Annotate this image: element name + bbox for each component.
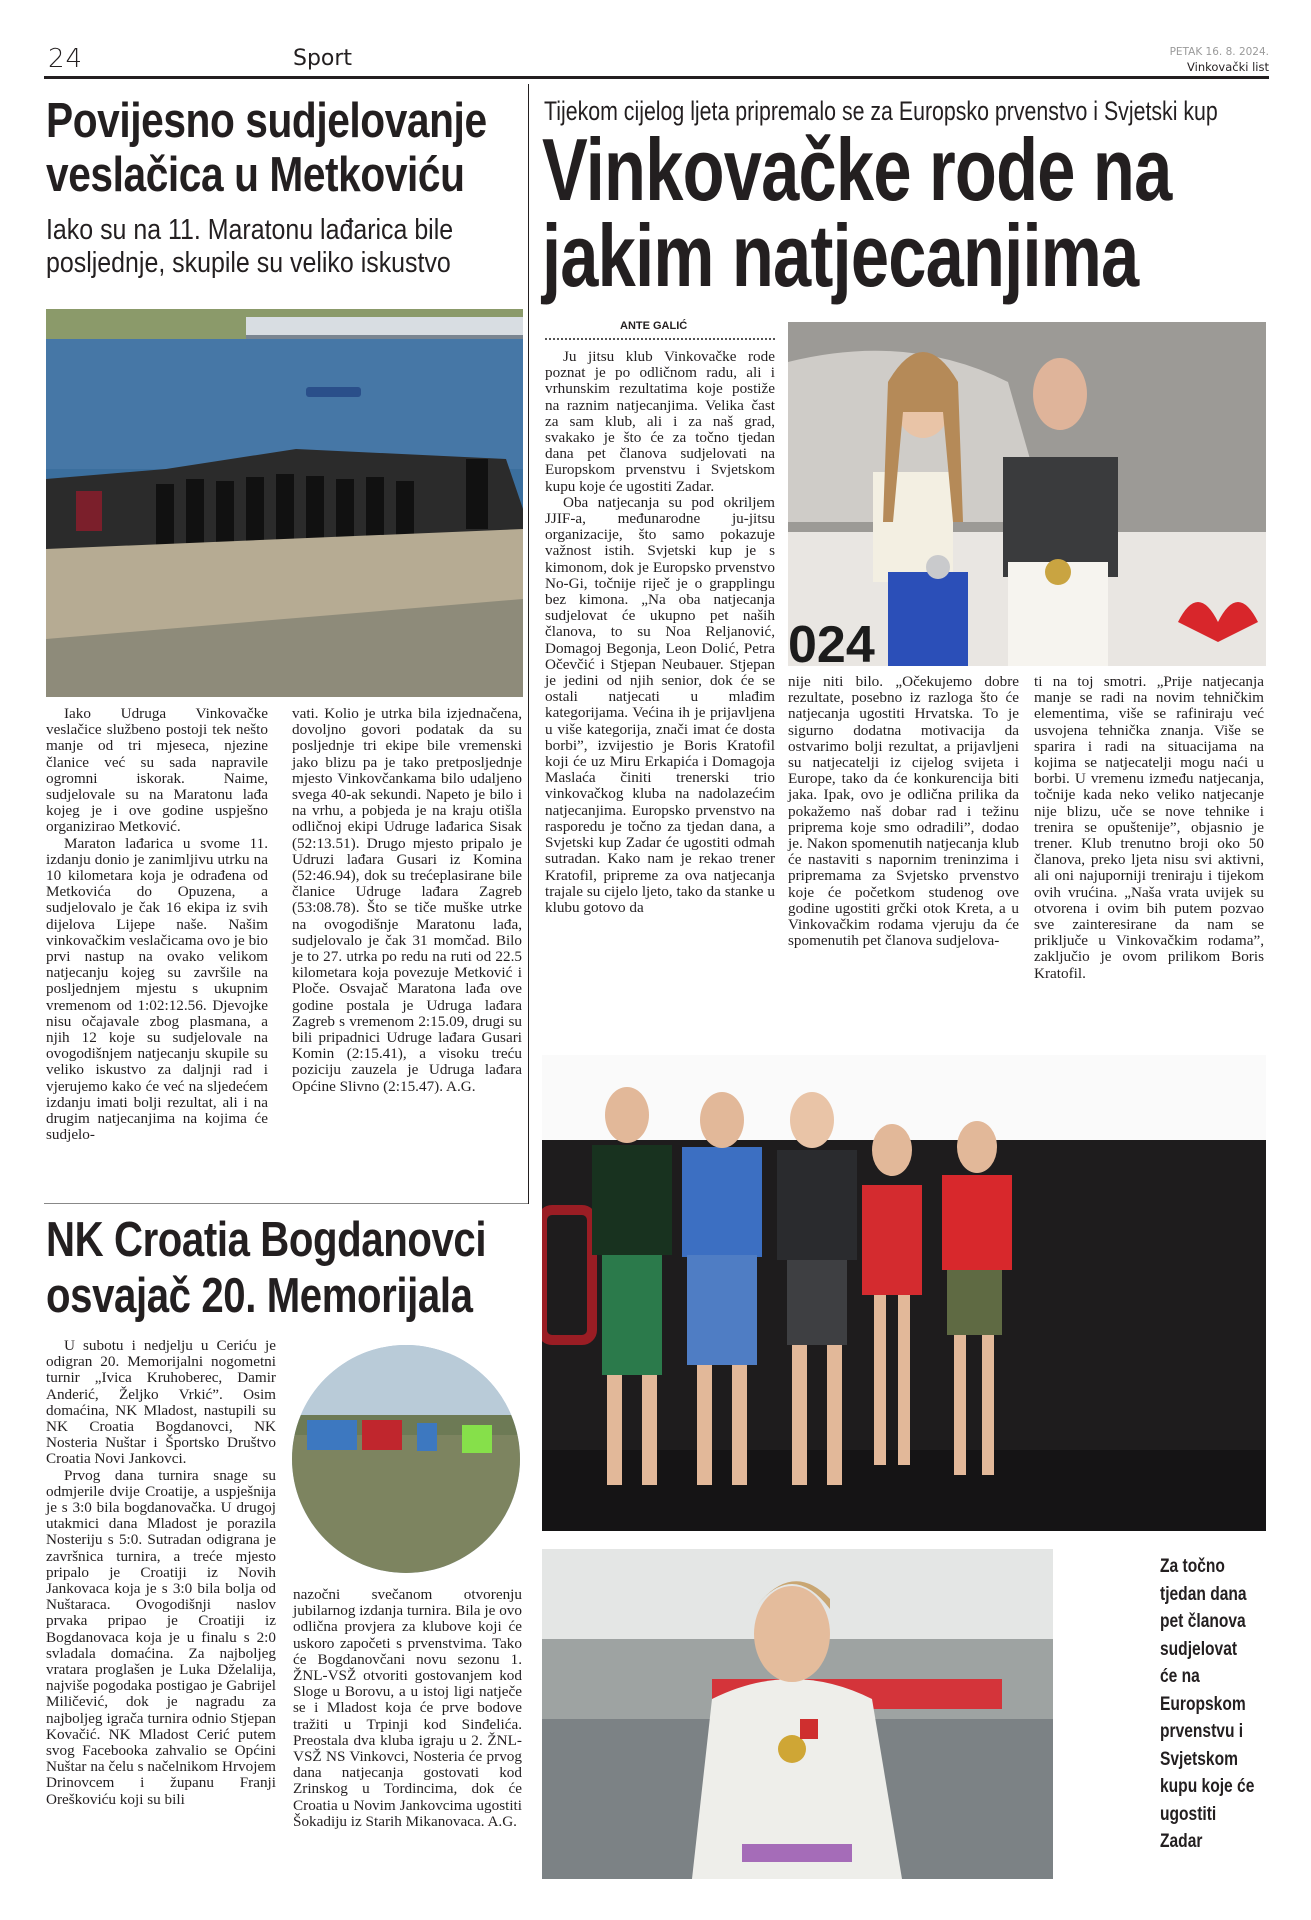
article-subtitle: Iako su na 11. Maratonu lađarica bile posljednje, skupile su veliko iskustvo [46, 214, 454, 279]
article-title: Vinkovačke rode na jakim natjecanjima [542, 120, 1172, 305]
rowing-team-photo [46, 309, 523, 697]
football-column-1: U subotu i nedjelju u Ceriću je odigran 20. Memorijalni nogometni turnir „Ivica Kruhoberec, Damir Anderić, Željko Vrkić”. Osim domaćina, NK Mladost, nastupili su NK Croatia Bogdanovci, NK Nosteria Nuštar i Športsko Društvo Croatia Novi Jankovci. Prvog dana turnira snage su odmjerile dvije Croatije, a uspješnija je s 3:0 bila bogdanovačka. U drugoj utakmici dana Mladost je porazila Nosteriju s 5:0. Sutradan odigrana je završnica turnira, a treće mjesto pripalo je Croatiji iz Novih Jankovaca koja je s 3:0 bila bolja od Nuštaraca. Ovogodišnji naslov prvaka pripao je Croatiji iz Bogdanovaca koja je u finalu s 2:0 svladala domaćina. Za najboljeg vratara proglašen je Luka Dželalija, najviše pogodaka postigao je Gabrijel Miličević, dok je nagradu za najboljeg igrača turnira odnio Stjepan Kovačić. NK Mladost Cerić putem svog Facebooka zahvalio se Općini Nuštar na čelu s načelnikom Hrvojem Drinovcem i županu Franji Oreškoviću koji su bili [46, 1337, 276, 1808]
byline-rule [545, 338, 775, 340]
football-column-2: nazočni svečanom otvorenju jubilarnog izdanja turnira. Bila je ovo odlična provjera za klubove koji će uskoro započeti s prvenstvima. Tako će Bogdanovčani novu sezonu 1. ŽNL-VSŽ otvoriti gostovanjem kod Sloge u Borovu, a u istoj ligi natječe se i Mladost koja će prve bodove tražiti u Trpinji kod Sinđelića. Preostala dva kluba igraju u 2. ŽNL-VSŽ NS Vinkovci, Nosteria će prvog dana natjecanja gostovati kod Zrinskog u Tordincima, dok će Croatia u Novim Jankovcima ugostiti Šokadiju iz Starih Mikanovaca. A.G. [293, 1586, 522, 1830]
medalist-kimono-photo-icon [542, 1549, 1053, 1879]
team-members-photo [542, 1055, 1266, 1531]
column-divider [528, 84, 529, 1204]
svg-text:024: 024 [788, 616, 875, 666]
issue-date: PETAK 16. 8. 2024. [1169, 46, 1269, 58]
byline: ANTE GALIĆ [620, 320, 688, 332]
jujitsu-column-3: ti na toj smotri. „Prije natjecanja manje se radi na novim tehničkim elementima, više se rafiniraju već usvojena tehnička znanja. Više se sparira i radi na situacijama na kojima se natjecatelji mogu naći u borbi. U vremenu između natjecanja, točnije kada neko veliko natjecanje nije blizu, uče se nove tehnike i trenira se opuštenije”, objasnio je trener. Klub trenutno broji oko 50 članova, preko ljeta nisu svi aktivni, ali oni najuporniji treniraju i tijekom ovih vrućina. „Naša vrata uvijek su otvorena i ovim bih putem pozvao sve zainteresirane da nam se priključe u Vinkovačkim rodama”, zaključio je ovom prilikom Boris Kratofil. [1034, 673, 1264, 982]
medal-girls-photo [788, 322, 1266, 666]
jujitsu-column-1: Ju jitsu klub Vinkovačke rode poznat je po odličnom radu, ali i vrhunskim rezultatima koje postiže na raznim natjecanjima. Velika čast za sam klub, ali i za naš grad, svakako je što će za točno tjedan dana pet članova sudjelovati na Europskom prvenstvu i Svjetskom kupu koje će ugostiti Zadar. Oba natjecanja su pod okriljem JJIF-a, međunarodne ju-jitsu organizacije, što samo pokazuje važnost istih. Svjetski kup je s kimonom, dok je Europsko prvenstvo No-Gi, točnije riječ je o grapplingu bez kimona. „Na oba natjecanja sudjelovat će ukupno pet naših članova, to su Noa Reljanović, Domagoj Begonja, Leon Dolić, Petra Očevčić i Stjepan Neubauer. Stjepan je jedini od njih senior, dok će se ostali natjecati u mlađim kategorijama. Većina ih je prijavljena u više kategorija, znači imat će dosta borbi”, izvijestio je Boris Kratofil koji će uz Miru Erkapića i Domagoja Maslaća činiti trenerski trio vinkovačkog kluba na nadolazećim natjecanjima. Europsko prvenstvo na rasporedu je točno za tjedan dana, a Svjetski kup Zadar će ugostiti odmah sutradan. Kako nam je rekao trener Kratofil, pripreme za ova natjecanja trajale su cijelo ljeto, tako da stanke u klubu gotovo da [545, 348, 775, 916]
rowing-column-2: vati. Kolio je utrka bila izjednačena, dovoljno govori podatak da su posljednje tri ekipe bile vremenski jako blizu pa je tako pretposljednje mjesto Vinkovčankama bilo udaljeno svega 40-ak sekundi. Napeto je bilo i na vrhu, a pobjeda je na kraju otišla odličnoj ekipi Udruge lađarica Sisak (52:13.51). Drugo mjesto pripalo je Udruzi lađara Gusari iz Komina (52:46.94), dok su trećeplasirane bile članice Udruge lađara Zagreb (53:08.78). Što se tiče muške utrke na ovogodišnje Maratonu lađa, sudjelovalo je čak 31 momčad. Bilo je to 27. utrka po redu na ruti od 22.5 kilometara koja povezuje Metković i Ploče. Osvajač Maratona lađa ove godine postala je Udruga lađara Zagreb s vremenom 2:15.09, drugi su bili pripadnici Udruge lađara Gusari Komin (2:15.41), a visoku treću poziciju zauzela je Udruga lađara Općine Slivno (2:15.47). A.G. [292, 705, 522, 1095]
medalists-photo-icon [788, 322, 1266, 666]
football-teams-photo [292, 1345, 520, 1573]
river-photo-icon [46, 309, 523, 697]
rowing-column-1: Iako Udruga Vinkovačke veslačice službeno postoji tek nešto manje od tri mjeseca, njezine članice već su sada napravile ogromni iskorak. Naime, sudjelovale su na Maratonu lađa kojeg je i ove godine uspješno organizirao Metković. Maraton lađarica u svome 11. izdanju donio je zanimljivu utrku na 10 kilometara koja je odrađena od Metkovića do Opuzena, a sudjelovalo je čak 16 ekipa iz svih dijelova Lijepe naše. Našim vinkovačkim veslačicama ovo je bio prvi nastup na ovako velikom natjecanju kojeg su završile na posljednjem mjestu s ukupnim vremenom od 1:02:12.56. Djevojke nisu očajavale zbog plasmana, a njih 12 koje su sudjelovale na ovogodišnjem natjecanju skupile su veliko iskustvo za daljnji rad i vjerujemo kako će već na sljedećem izdanju imati bolji rezultat, ali i na drugim natjecanjima na kojima će sudjelo- [46, 705, 268, 1144]
article-kicker: Tijekom cijelog ljeta pripremalo se za Europsko prvenstvo i Svjetski kup [544, 96, 1218, 126]
champion-photo [542, 1549, 1053, 1879]
article-divider [44, 1203, 528, 1204]
article-title: Povijesno sudjelovanje veslačica u Metkoviću [46, 94, 487, 202]
article-title: NK Croatia Bogdanovci osvajač 20. Memorijala [46, 1213, 487, 1323]
publication-name: Vinkovački list [1187, 60, 1269, 74]
pull-quote: Za točno tjedan dana pet članova sudjelovat će na Europskom prvenstvu i Svjetskom kupu koje će ugostiti Zadar [1160, 1556, 1255, 1852]
jujitsu-column-2: nije niti bilo. „Očekujemo dobre rezultate, posebno iz razloga što će natjecanja ugostiti Hrvatska. To je sigurno dodatna motivacija da ostvarimo bolji rezultat, a prijavljeni su natjecatelji iz cijelog svijeta i Europe, tako da će konkurencija biti jaka. Ipak, ovo je odlična prilika da pokažemo naš dobar rad i težinu priprema koje smo odradili”, dodao je. Nakon spomenutih natjecanja klub će nastaviti s napornim treninzima i pripremama za Svjetsko prvenstvo koje će početkom studenog ove godine ugostiti grčki otok Kreta, a u Vinkovačkim rodama vjeruju da će spomenutih pet članova sudjelova- [788, 673, 1019, 950]
page-number: 24 [48, 44, 84, 74]
football-photo-icon [292, 1345, 520, 1573]
team-photo-icon [542, 1055, 1266, 1531]
section-label: Sport [293, 46, 353, 71]
header-rule [44, 76, 1269, 79]
